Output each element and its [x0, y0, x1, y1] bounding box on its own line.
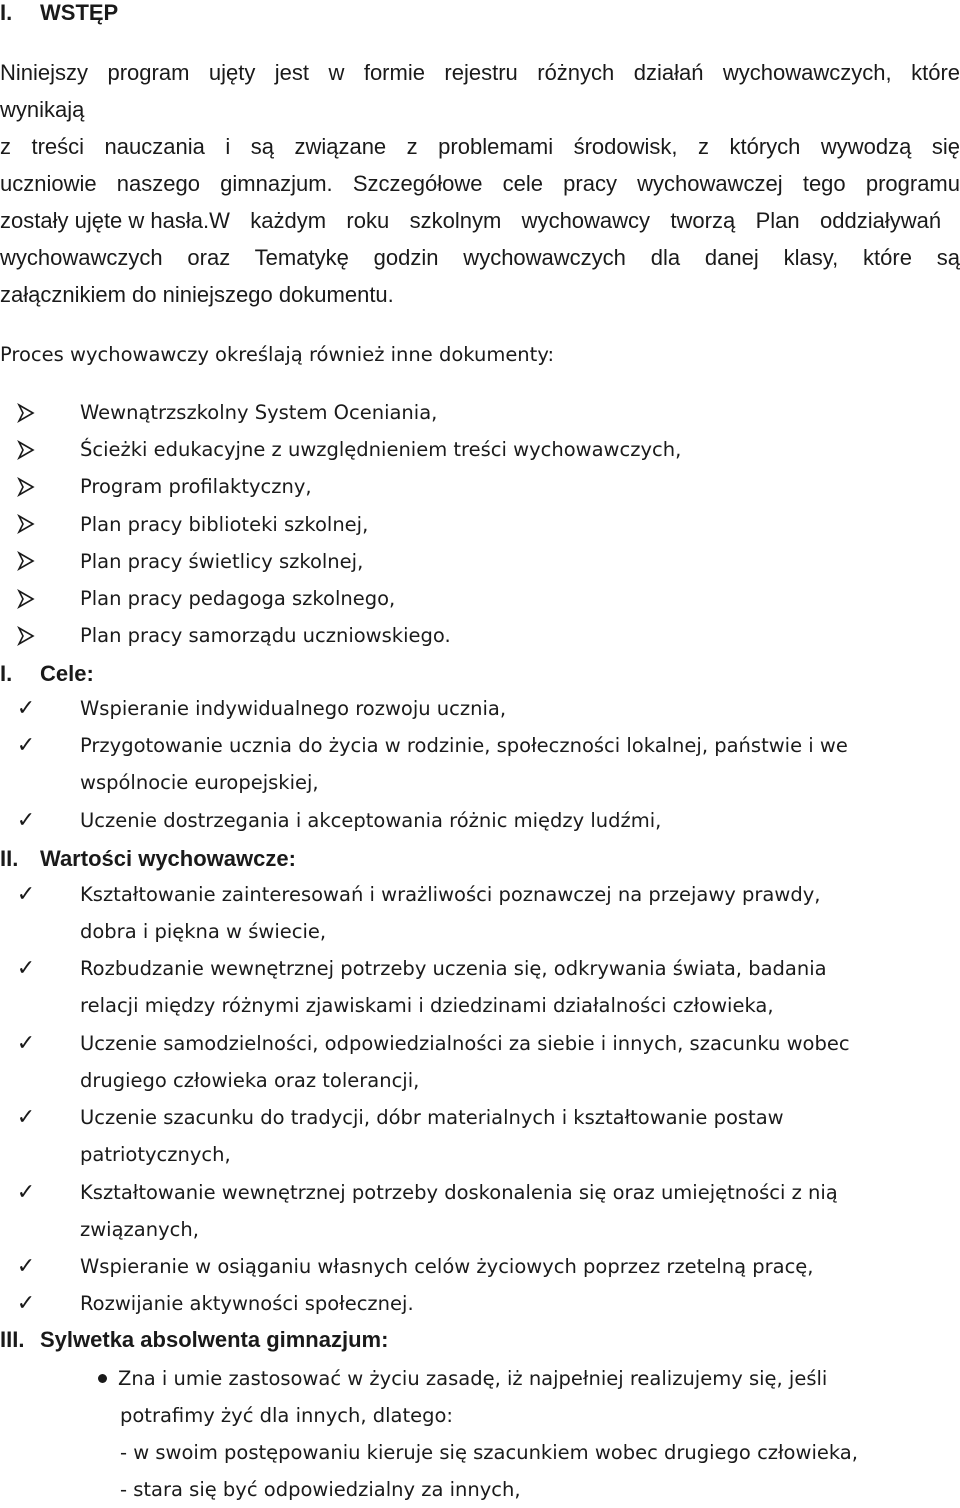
arrow-bullet-icon: [12, 543, 40, 580]
section-heading-intro: [0, 0, 119, 26]
arrow-bullet-icon: [12, 617, 40, 654]
intro-line: Niniejszy program ujęty jest w formie rejestru różnych działań wychowawczych, które: [0, 60, 960, 85]
value-item-line: związanych,: [80, 1217, 199, 1241]
arrow-bullet-icon: [12, 506, 40, 543]
goal-item-line: Wspieranie indywidualnego rozwoju ucznia,: [80, 697, 507, 720]
arrow-bullet-icon: [12, 468, 40, 505]
intro-line: z treści nauczania i są związane z problemami środowisk, z których wywodzą się: [0, 134, 960, 159]
document-label: Wewnątrzszkolny System Oceniania,: [80, 401, 438, 424]
checkmark-icon: ✓: [16, 1291, 36, 1317]
value-item-line: Kształtowanie zainteresowań i wrażliwości poznawczej na przejawy prawdy,: [80, 883, 821, 906]
documents-intro: Proces wychowawczy określają również inne dokumenty:: [0, 343, 555, 366]
bullet-dot-icon: [88, 1360, 116, 1397]
value-item-line: patriotycznych,: [80, 1143, 231, 1167]
document-label: Plan pracy biblioteki szkolnej,: [80, 512, 369, 536]
value-item-line: Kształtowanie wewnętrznej potrzeby doskonalenia się oraz umiejętności z nią: [80, 1180, 838, 1204]
graduate-line: potrafimy żyć dla innych, dlatego:: [120, 1404, 453, 1427]
value-item-line: drugiego człowieka oraz tolerancji,: [80, 1068, 420, 1092]
arrow-bullet-icon: [12, 394, 40, 431]
value-item-line: relacji między różnymi zjawiskami i dziedzinami działalności człowieka,: [80, 994, 774, 1018]
section-heading-values: [0, 846, 296, 872]
intro-line: uczniowie naszego gimnazjum. Szczegółowe cele pracy wychowawczej tego programu: [0, 171, 960, 196]
section-title: Wartości wychowawcze:: [40, 846, 296, 871]
checkmark-icon: ✓: [16, 882, 36, 907]
document-label: Ścieżki edukacyjne z uwzględnieniem treści wychowawczych,: [80, 438, 682, 462]
section-number: III.: [0, 1327, 25, 1352]
graduate-sub-line: - stara się być odpowiedzialny za innych,: [120, 1478, 521, 1501]
document-label: Plan pracy samorządu uczniowskiego.: [80, 624, 451, 648]
checkmark-icon: ✓: [16, 733, 36, 759]
section-number: I.: [0, 0, 13, 25]
goal-item-line: Przygotowanie ucznia do życia w rodzinie, społeczności lokalnej, państwie i we: [80, 734, 848, 758]
checkmark-icon: ✓: [16, 1030, 36, 1056]
section-number: I.: [0, 661, 13, 686]
intro-line: wychowawczych oraz Tematykę godzin wychowawczych dla danej klasy, które są: [0, 245, 960, 270]
value-item-line: Rozbudzanie wewnętrznej potrzeby uczenia się, odkrywania świata, badania: [80, 957, 827, 981]
checkmark-icon: ✓: [16, 1179, 36, 1205]
checkmark-icon: ✓: [16, 956, 36, 982]
section-heading-graduate: [0, 1327, 389, 1353]
value-item-line: Rozwijanie aktywności społecznej.: [80, 1292, 414, 1316]
document-label: Program profilaktyczny,: [80, 475, 312, 499]
checkmark-icon: ✓: [16, 807, 36, 833]
document-label: Plan pracy pedagoga szkolnego,: [80, 587, 396, 610]
section-title: WSTĘP: [40, 0, 119, 25]
goal-item-line: Uczenie dostrzegania i akceptowania różnic między ludźmi,: [80, 808, 662, 832]
arrow-bullet-icon: [12, 431, 40, 468]
section-title: Cele:: [40, 661, 94, 686]
goal-item-line: wspólnocie europejskiej,: [80, 771, 319, 795]
value-item-line: Uczenie szacunku do tradycji, dóbr materialnych i kształtowanie postaw: [80, 1106, 784, 1130]
value-item-line: dobra i piękna w świecie,: [80, 920, 327, 943]
arrow-bullet-icon: [12, 580, 40, 617]
checkmark-icon: ✓: [16, 1254, 36, 1279]
intro-line: załącznikiem do niniejszego dokumentu.: [0, 282, 394, 307]
intro-line-part: W każdym roku szkolnym wychowawcy tworzą Plan oddziaływań: [209, 208, 942, 233]
graduate-sub-line: - w swoim postępowaniu kieruje się szacunkiem wobec drugiego człowieka,: [120, 1441, 858, 1464]
section-heading-goals: [0, 661, 94, 687]
checkmark-icon: ✓: [16, 1105, 36, 1131]
section-title: Sylwetka absolwenta gimnazjum:: [40, 1327, 389, 1352]
graduate-line: Zna i umie zastosować w życiu zasadę, iż najpełniej realizujemy się, jeśli: [118, 1367, 828, 1390]
intro-line: [0, 202, 960, 239]
value-item-line: Wspieranie w osiąganiu własnych celów życiowych poprzez rzetelną pracę,: [80, 1255, 814, 1278]
value-item-line: Uczenie samodzielności, odpowiedzialności za siebie i innych, szacunku wobec: [80, 1031, 850, 1055]
document-label: Plan pracy świetlicy szkolnej,: [80, 549, 364, 573]
section-number: II.: [0, 846, 19, 871]
checkmark-icon: ✓: [16, 696, 36, 721]
intro-line-part: zostały ujęte w hasła.: [0, 208, 210, 233]
intro-line: wynikają: [0, 97, 85, 122]
intro-paragraph: [0, 54, 960, 313]
